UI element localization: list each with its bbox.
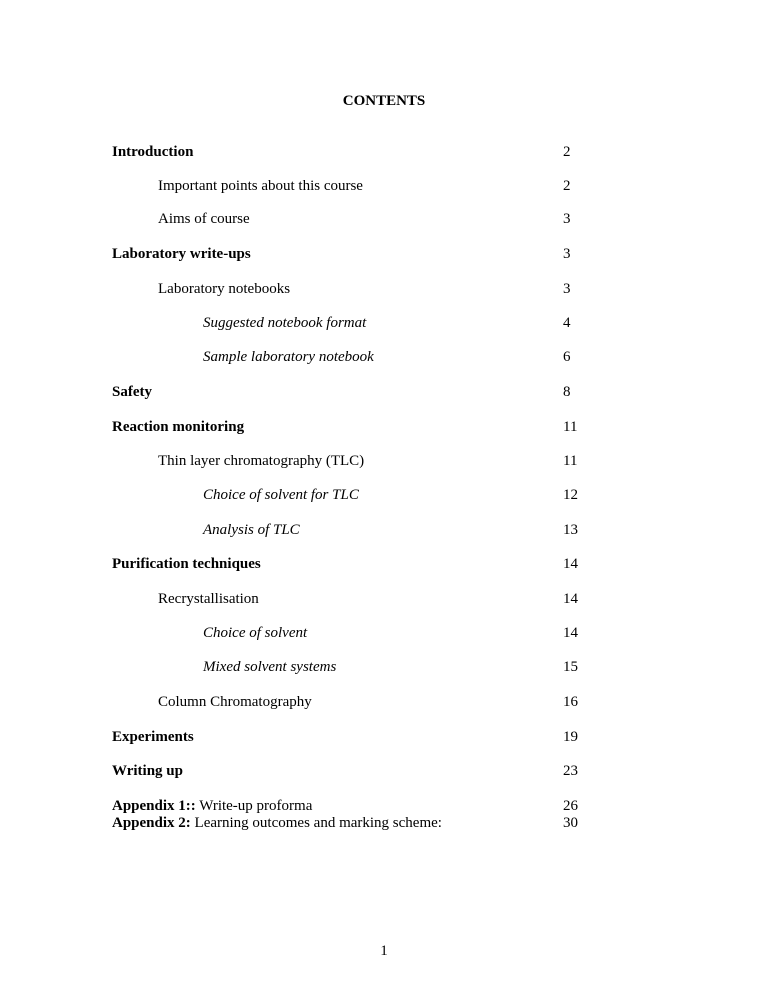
page-title: CONTENTS [342, 93, 426, 109]
toc-entry-label: Recrystallisation [158, 591, 259, 607]
toc-entry-page: 15 [563, 659, 578, 675]
toc-entry-page: 14 [563, 591, 578, 607]
toc-appendix-prefix: Appendix 2: [112, 815, 191, 831]
toc-appendix-prefix: Appendix 1:: [112, 798, 196, 814]
toc-entry-page: 26 [563, 798, 578, 814]
toc-entry-choice-of-solvent [0, 624, 768, 642]
toc-entry-page: 12 [563, 487, 578, 503]
toc-entry-writing-up [0, 762, 768, 780]
toc-entry-thin-layer-chromatography [0, 452, 768, 470]
toc-entry-sample-laboratory-notebook [0, 348, 768, 366]
toc-entry-page: 30 [563, 815, 578, 831]
toc-entry-page: 14 [563, 625, 578, 641]
toc-entry-label: Laboratory notebooks [158, 281, 291, 297]
toc-appendix-label [112, 797, 312, 815]
toc-entry-aims-of-course [0, 210, 768, 228]
toc-entry-label: Writing up [112, 763, 183, 779]
toc-entry-label: Safety [112, 384, 152, 400]
toc-entry-label: Introduction [112, 144, 194, 160]
toc-entry-page: 13 [563, 522, 578, 538]
toc-entry-recrystallisation [0, 590, 768, 608]
toc-entry-label: Thin layer chromatography (TLC) [158, 453, 365, 469]
toc-entry-page: 14 [563, 556, 578, 572]
toc-entry-purification-techniques [0, 555, 768, 573]
toc-entry-label: Important points about this course [158, 178, 363, 194]
toc-entry-experiments [0, 728, 768, 746]
toc-entry-page: 16 [563, 694, 578, 710]
toc-entry-important-points [0, 177, 768, 195]
toc-appendix-label [112, 814, 442, 832]
toc-entry-safety [0, 383, 768, 401]
toc-entry-label: Choice of solvent for TLC [203, 487, 359, 503]
toc-appendix-2 [0, 814, 768, 832]
toc-entry-choice-of-solvent-for-tlc [0, 486, 768, 504]
toc-entry-label: Laboratory write-ups [112, 246, 251, 262]
toc-entry-label: Aims of course [158, 211, 250, 227]
toc-entry-page: 3 [563, 246, 571, 262]
toc-appendix-text: Write-up proforma [195, 798, 313, 814]
page-number: 1 [380, 943, 388, 959]
toc-entry-mixed-solvent-systems [0, 658, 768, 676]
toc-entry-suggested-notebook-format [0, 314, 768, 332]
toc-entry-page: 11 [563, 419, 578, 435]
toc-entry-analysis-of-tlc [0, 521, 768, 539]
toc-entry-label: Purification techniques [112, 556, 261, 572]
toc-appendix-1 [0, 797, 768, 815]
toc-entry-label: Mixed solvent systems [203, 659, 337, 675]
toc-entry-label: Suggested notebook format [203, 315, 367, 331]
toc-entry-label: Column Chromatography [158, 694, 312, 710]
toc-entry-laboratory-notebooks [0, 280, 768, 298]
toc-entry-reaction-monitoring [0, 418, 768, 436]
toc-entry-page: 19 [563, 729, 578, 745]
toc-entry-page: 8 [563, 384, 571, 400]
toc-entry-page: 23 [563, 763, 578, 779]
toc-entry-introduction [0, 143, 768, 161]
toc-entry-laboratory-write-ups [0, 245, 768, 263]
toc-entry-page: 3 [563, 281, 571, 297]
toc-entry-label: Experiments [112, 729, 194, 745]
toc-entry-column-chromatography [0, 693, 768, 711]
toc-entry-label: Sample laboratory notebook [203, 349, 374, 365]
toc-entry-page: 2 [563, 178, 571, 194]
toc-entry-label: Choice of solvent [203, 625, 308, 641]
toc-entry-label: Reaction monitoring [112, 419, 245, 435]
toc-entry-page: 2 [563, 144, 571, 160]
toc-entry-page: 3 [563, 211, 571, 227]
toc-entry-page: 6 [563, 349, 571, 365]
toc-entry-page: 11 [563, 453, 578, 469]
toc-entry-label: Analysis of TLC [203, 522, 300, 538]
toc-entry-page: 4 [563, 315, 571, 331]
toc-appendix-text: Learning outcomes and marking scheme: [190, 815, 442, 831]
